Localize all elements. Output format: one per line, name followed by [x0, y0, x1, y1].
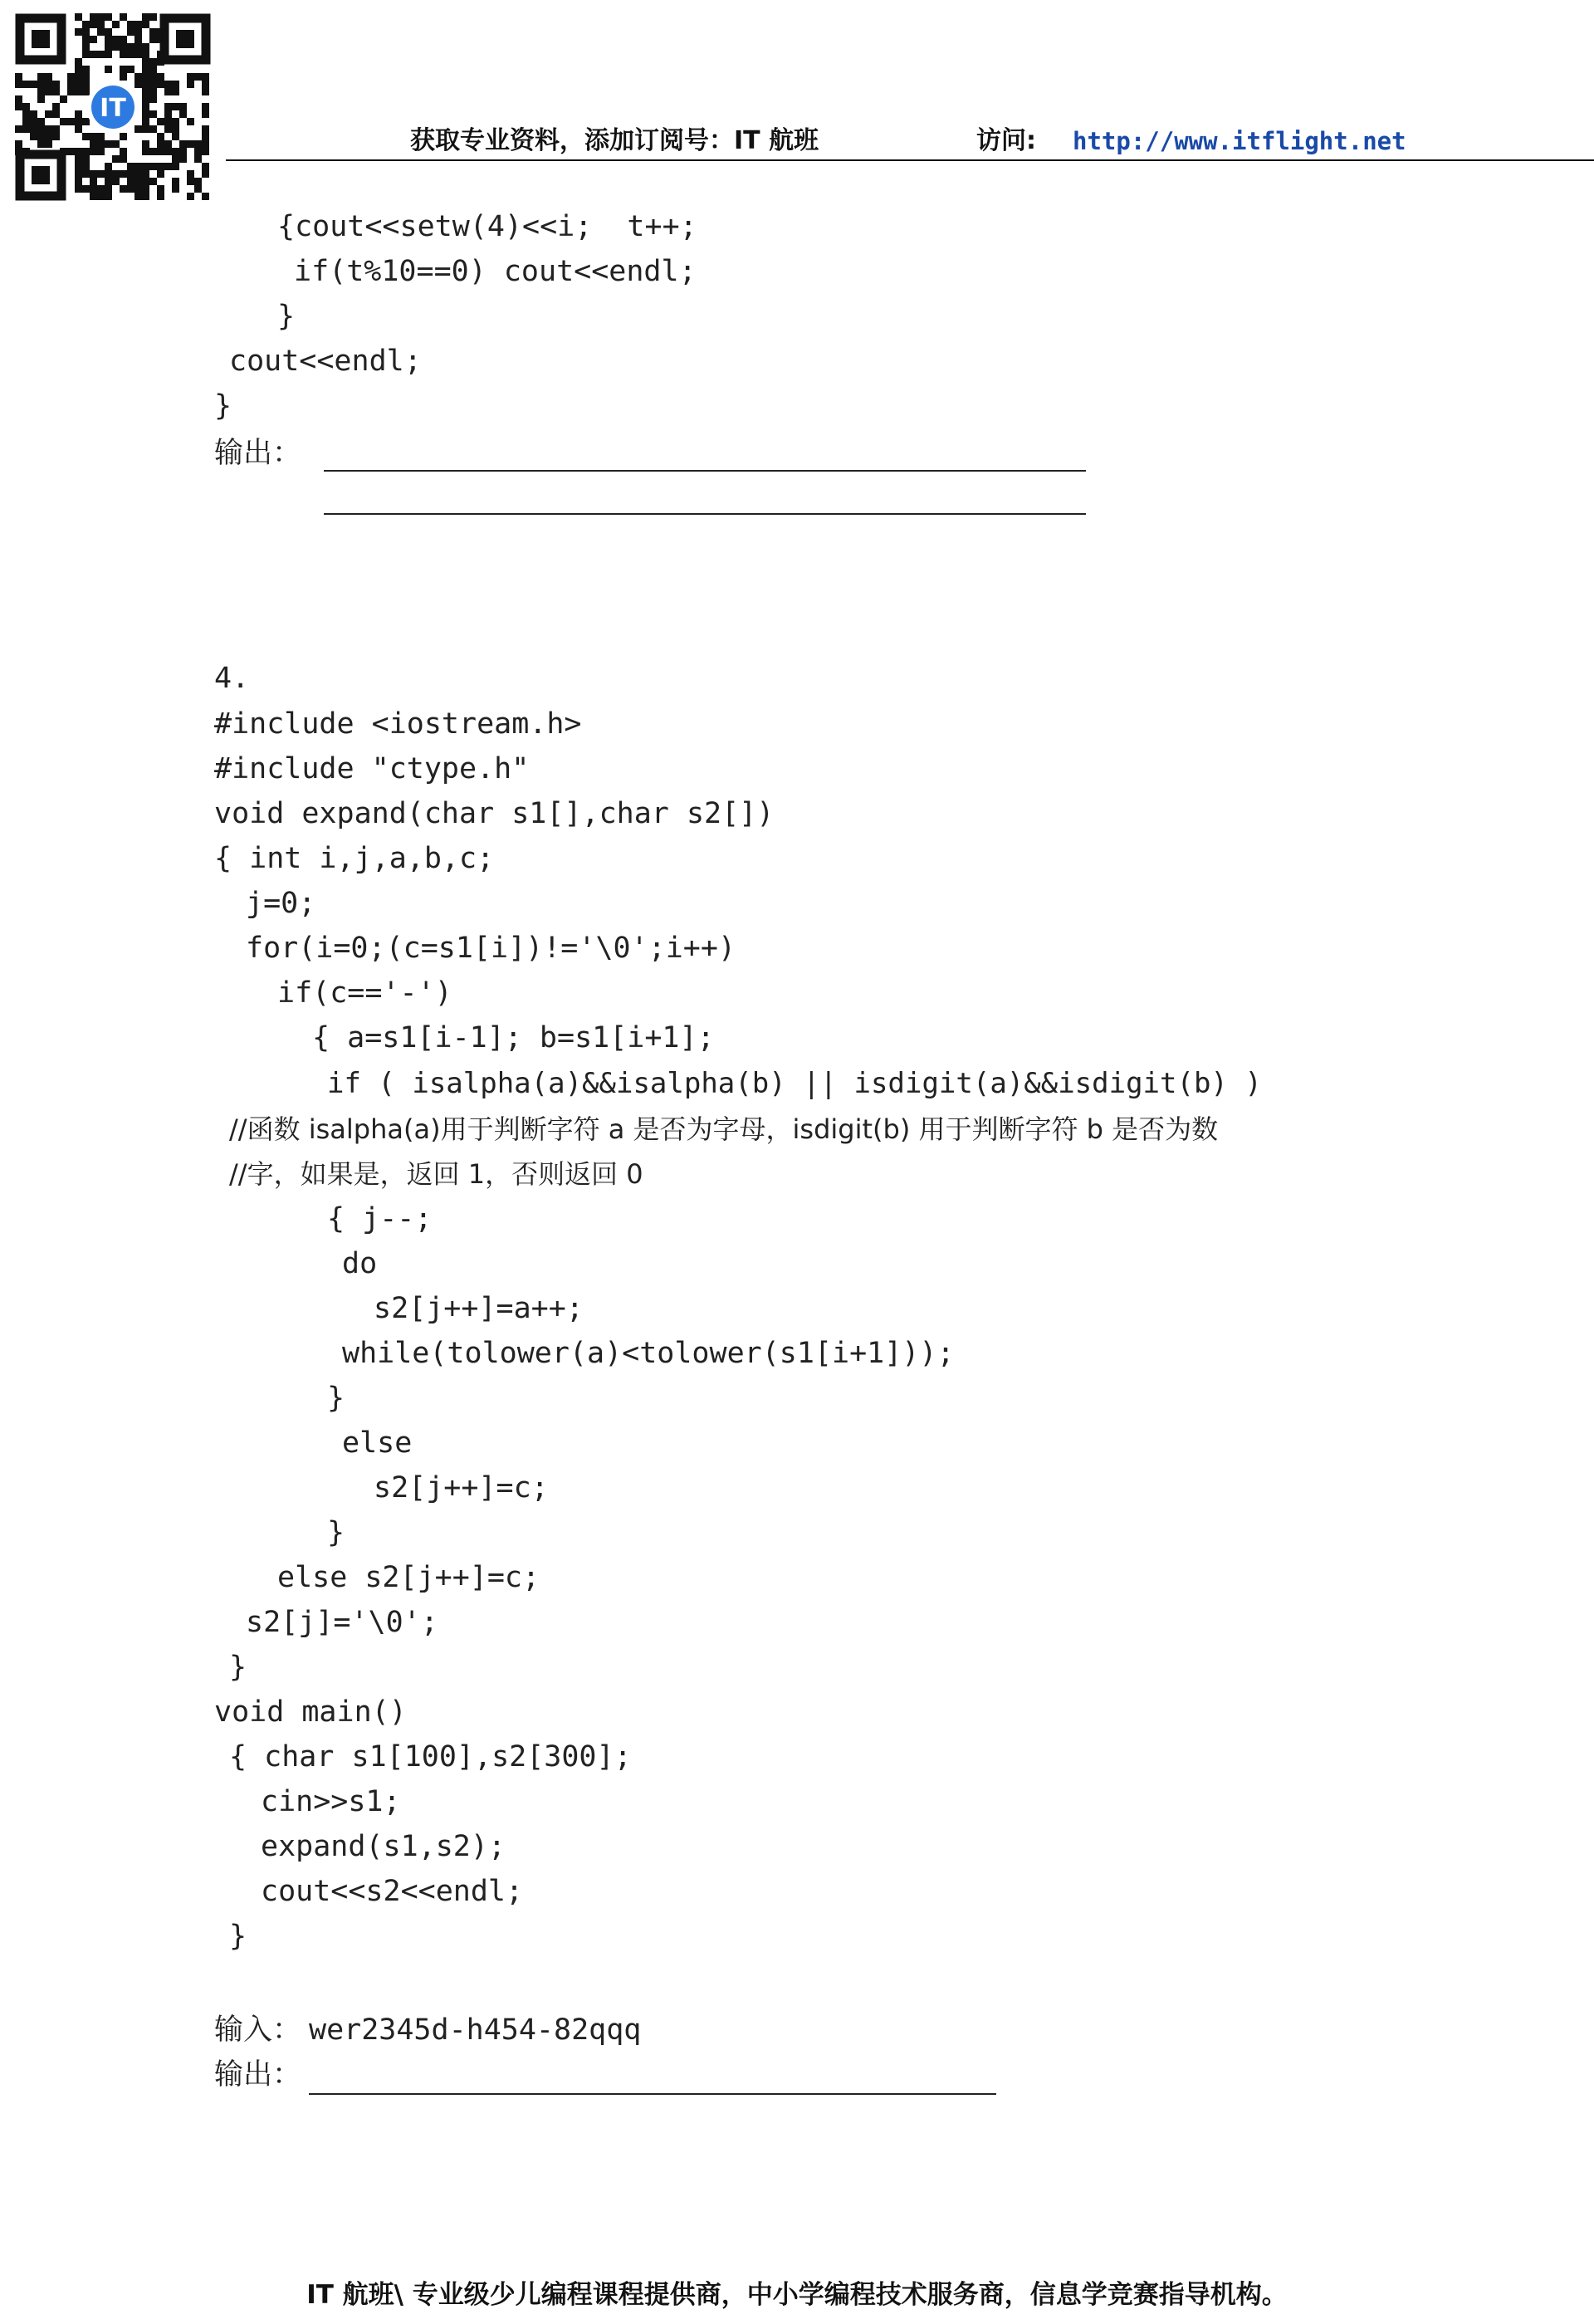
code-line: if(c=='-')	[277, 976, 452, 1010]
code-line: }	[229, 1920, 247, 1953]
header-divider	[226, 159, 1594, 161]
code-line: s2[j++]=c;	[374, 1471, 549, 1504]
code-line: }	[327, 1516, 345, 1549]
code-comment: //字，如果是，返回 1，否则返回 0	[229, 1158, 643, 1190]
qr-logo-text: IT	[100, 94, 126, 123]
header-visit-label: 访问:	[976, 126, 1036, 155]
output-label: 输出：	[214, 2058, 302, 2092]
code-line: if ( isalpha(a)&&isalpha(b) || isdigit(a)&&isdigit(b) )	[327, 1067, 1262, 1100]
code-line: }	[327, 1382, 345, 1415]
answer-blank-line	[324, 470, 1086, 472]
code-line: cout<<endl;	[229, 345, 422, 378]
code-line: {cout<<setw(4)<<i; t++;	[277, 210, 697, 243]
page-header	[0, 0, 1594, 166]
code-line: expand(s1,s2);	[261, 1830, 506, 1863]
code-line: void main()	[214, 1695, 407, 1729]
code-line: }	[214, 389, 232, 423]
code-line: else	[342, 1426, 413, 1460]
code-line: do	[342, 1247, 378, 1280]
code-line: { a=s1[i-1]; b=s1[i+1];	[312, 1021, 715, 1054]
code-line: if(t%10==0) cout<<endl;	[294, 255, 697, 288]
code-line: }	[277, 300, 296, 333]
answer-blank-line	[324, 513, 1086, 515]
header-promo-text: 获取专业资料，添加订阅号：IT 航班	[410, 126, 819, 155]
code-line: void expand(char s1[],char s2[])	[214, 797, 775, 830]
code-line: { int i,j,a,b,c;	[214, 842, 495, 875]
question-number: 4.	[214, 662, 250, 695]
input-value: wer2345d-h454-82qqq	[309, 2013, 642, 2047]
code-line: s2[j]='\0';	[246, 1606, 438, 1639]
code-line: #include "ctype.h"	[214, 752, 530, 785]
code-comment: //函数 isalpha(a)用于判断字符 a 是否为字母，isdigit(b) 用于判断字符 b 是否为数	[229, 1113, 1219, 1145]
code-line: for(i=0;(c=s1[i])!='\0';i++)	[246, 932, 736, 965]
code-line: cin>>s1;	[261, 1785, 401, 1818]
code-line: { j--;	[327, 1202, 433, 1235]
answer-blank-line	[309, 2093, 996, 2095]
code-line: j=0;	[246, 887, 316, 920]
code-line: while(tolower(a)<tolower(s1[i+1]));	[342, 1337, 955, 1370]
qr-code	[15, 13, 211, 201]
input-label: 输入：	[214, 2013, 302, 2047]
code-line: { char s1[100],s2[300];	[229, 1740, 632, 1774]
code-line: #include <iostream.h>	[214, 707, 582, 741]
code-line: }	[229, 1651, 247, 1684]
output-label: 输出：	[214, 437, 302, 470]
header-url-link[interactable]: http://www.itflight.net	[1073, 127, 1406, 155]
code-line: else s2[j++]=c;	[277, 1561, 540, 1594]
code-line: s2[j++]=a++;	[374, 1292, 584, 1325]
page-footer: IT 航班\ 专业级少儿编程课程提供商，中小学编程技术服务商，信息学竞赛指导机构。	[306, 2280, 1288, 2310]
code-line: cout<<s2<<endl;	[261, 1875, 524, 1908]
